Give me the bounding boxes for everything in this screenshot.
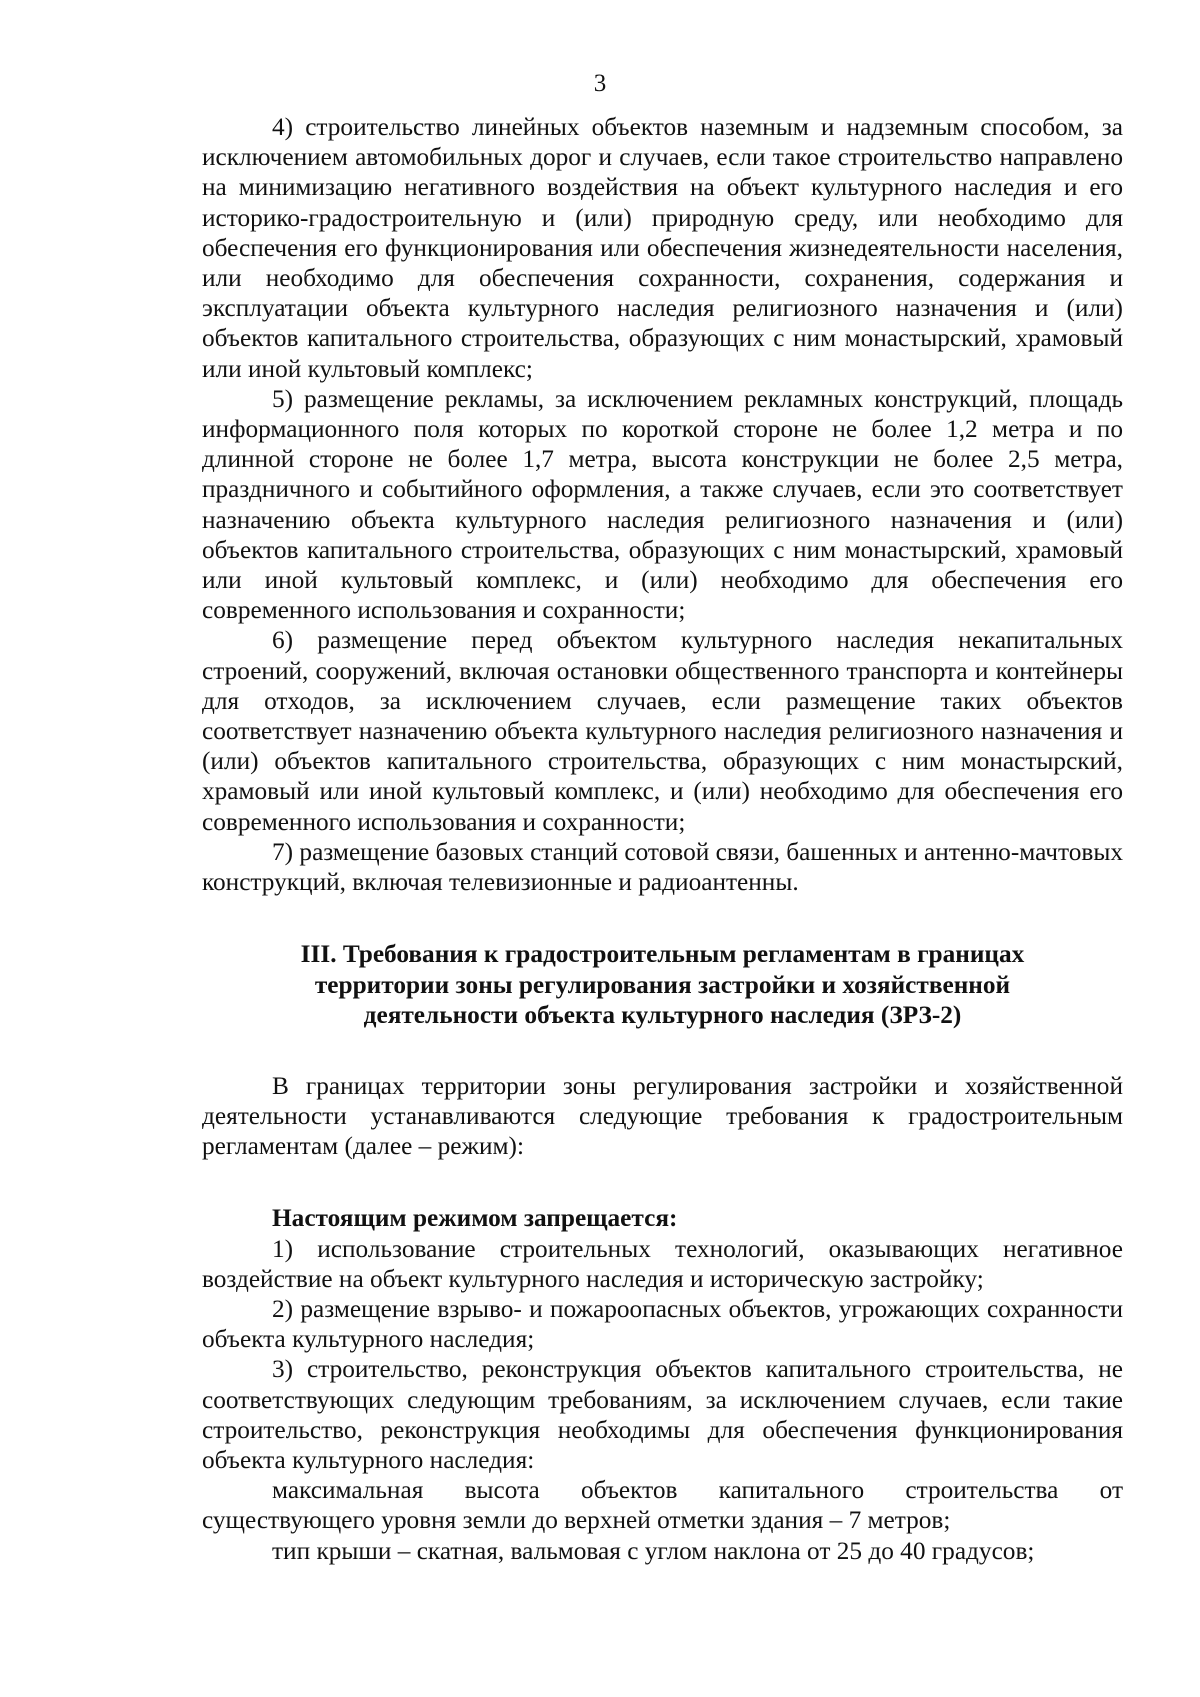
- prohibited-heading: Настоящим режимом запрещается:: [272, 1204, 678, 1233]
- list-item: максимальная высота объектов капитального строительства от существующего уровня земли до верхней отметки здания – 7 метров;: [202, 1476, 1123, 1535]
- intro-paragraph: В границах территории зоны регулирования застройки и хозяйственной деятельности устанавливаются следующие требования к градостроительным регламентам (далее – режим):: [202, 1071, 1123, 1161]
- page-number: 3: [593, 70, 607, 97]
- section-heading-line: деятельности объекта культурного наследия (ЗРЗ-2): [363, 1001, 962, 1030]
- list-item: 5) размещение рекламы, за исключением рекламных конструкций, площадь информационного поля которых по короткой стороне не более 1,2 метра и по длинной стороне не более 1,7 метра, высота конструкции не более 2,5 метра, праздничного и событийного оформления, а также случаев, если это соответствует назначению объекта культурного наследия религиозного назначения и (или) объектов капитального строительства, образующих с ним монастырский, храмовый или иной культовый комплекс, и (или) необходимо для обеспечения его современного использования и сохранности;: [202, 384, 1123, 625]
- list-item: тип крыши – скатная, вальмовая с углом наклона от 25 до 40 градусов;: [272, 1536, 1035, 1565]
- list-item: 2) размещение взрыво- и пожароопасных объектов, угрожающих сохранности объекта культурного наследия;: [202, 1295, 1123, 1354]
- list-item: 4) строительство линейных объектов наземным и надземным способом, за исключением автомобильных дорог и случаев, если такое строительство направлено на минимизацию негативного воздействия на объект культурного наследия и его историко-градостроительную и (или) природную среду, или необходимо для обеспечения его функционирования или обеспечения жизнедеятельности населения, или необходимо для обеспечения сохранности, сохранения, содержания и эксплуатации объекта культурного наследия религиозного назначения и (или) объектов капитального строительства, образующих с ним монастырский, храмовый или иной культовый комплекс;: [202, 113, 1123, 383]
- document-body: [202, 112, 1123, 1566]
- list-item: 7) размещение базовых станций сотовой связи, башенных и антенно-мачтовых конструкций, включая телевизионные и радиоантенны.: [202, 837, 1123, 897]
- section-heading: [202, 939, 1123, 1031]
- section-heading-line: III. Требования к градостроительным регламентам в границах: [300, 940, 1025, 969]
- list-item: 1) использование строительных технологий, оказывающих негативное воздействие на объект культурного наследия и историческую застройку;: [202, 1234, 1123, 1293]
- list-item: 6) размещение перед объектом культурного наследия некапитальных строений, сооружений, включая остановки общественного транспорта и контейнеры для отходов, за исключением случаев, если размещение таких объектов соответствует назначению объекта культурного наследия религиозного назначения и (или) объектов капитального строительства, образующих с ним монастырский, храмовый или иной культовый комплекс, и (или) необходимо для обеспечения его современного использования и сохранности;: [202, 626, 1123, 836]
- section-heading-line: территории зоны регулирования застройки и хозяйственной: [314, 970, 1011, 999]
- list-item: 3) строительство, реконструкция объектов капитального строительства, не соответствующих следующим требованиям, за исключением случаев, если такие строительство, реконструкция необходимы для обеспечения функционирования объекта культурного наследия:: [202, 1355, 1123, 1475]
